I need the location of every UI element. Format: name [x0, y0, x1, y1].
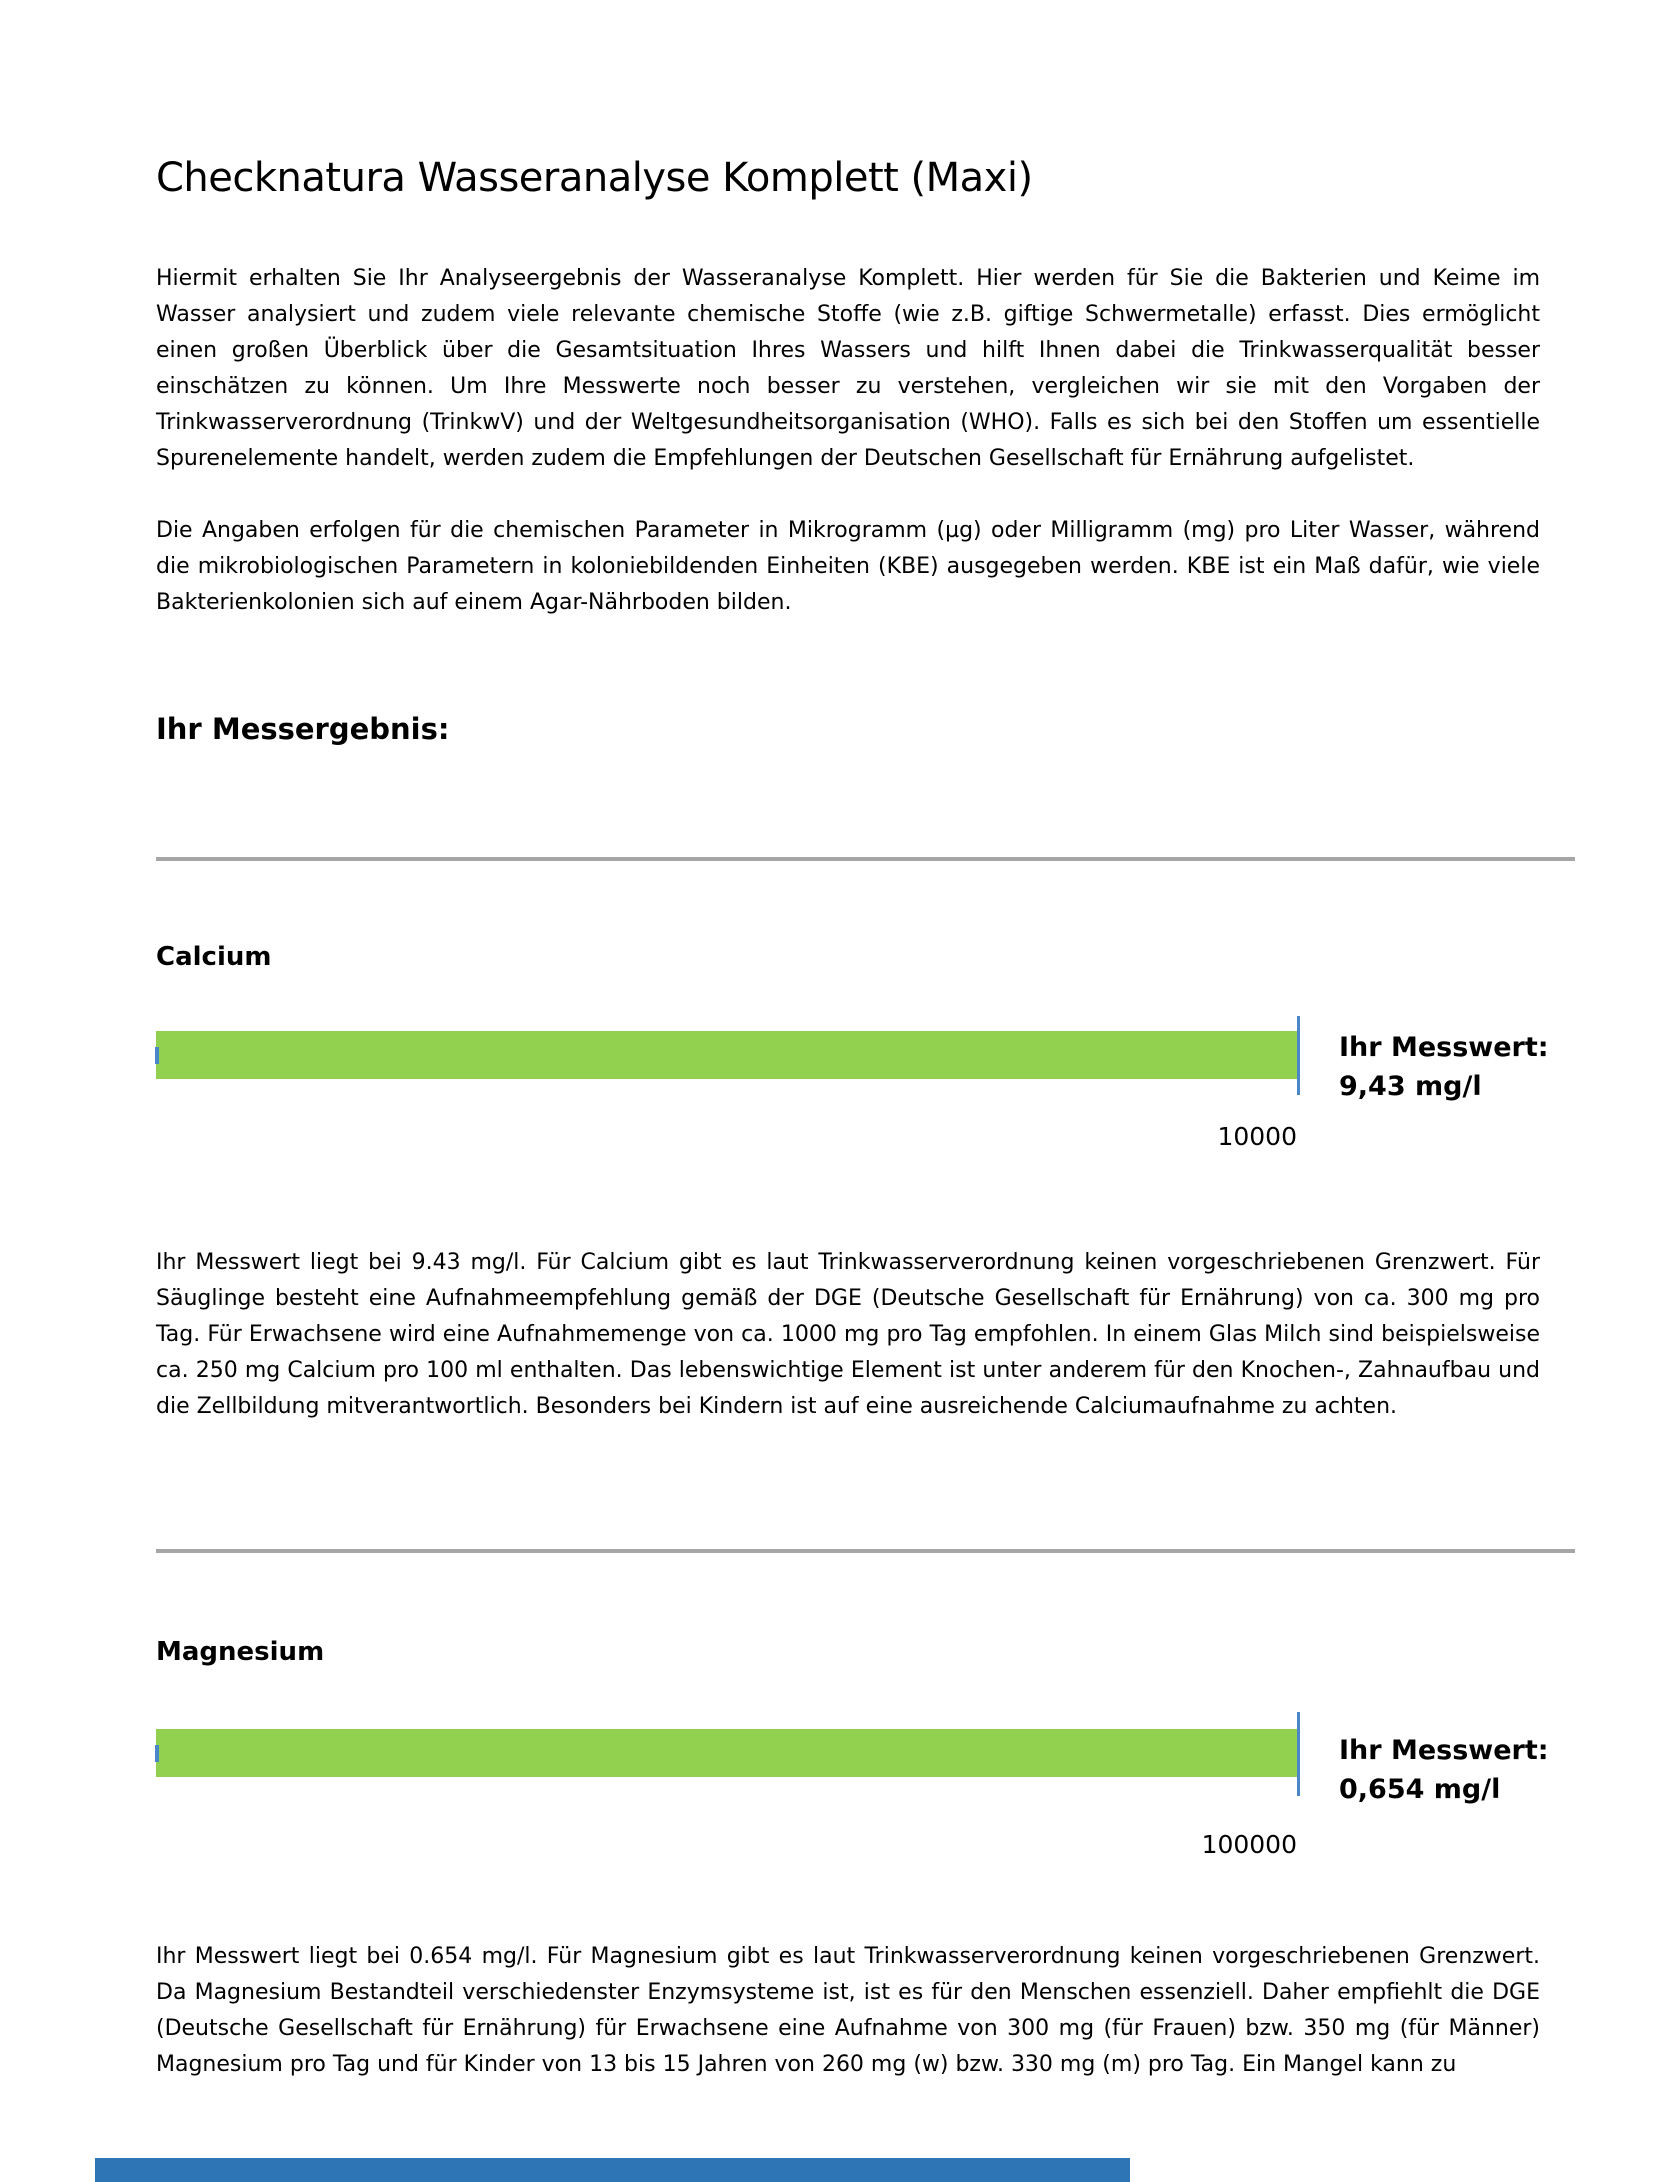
page-title: Checknatura Wasseranalyse Komplett (Maxi) [156, 155, 1033, 201]
intro-paragraph-2: Die Angaben erfolgen für die chemischen Parameter in Mikrogramm (µg) oder Milligramm (mg) pro Liter Wasser, während die mikrobiologischen Parametern in koloniebildenden Einheiten (KBE) ausgegeben werden. KBE ist ein Maß dafür, wie viele Bakterienkolonien sich auf einem Agar-Nährboden bilden. [156, 518, 1540, 615]
section-divider [156, 857, 1575, 861]
magnesium-measured-value-marker [155, 1745, 159, 1762]
calcium-axis-tick-label: 10000 [1217, 1122, 1297, 1151]
calcium-range-bar [156, 1031, 1297, 1079]
next-section-band [95, 2158, 1130, 2182]
measured-label-text: Ihr Messwert: [1339, 1032, 1549, 1063]
magnesium-measured-value-label [1339, 1731, 1549, 1809]
measured-label-text: Ihr Messwert: [1339, 1735, 1549, 1766]
parameter-heading-magnesium: Magnesium [156, 1637, 325, 1667]
section-divider [156, 1549, 1575, 1553]
calcium-measured-value-label [1339, 1028, 1549, 1106]
parameter-heading-calcium: Calcium [156, 942, 272, 972]
magnesium-axis-tick-label: 100000 [1201, 1830, 1297, 1859]
intro-paragraph-1: Hiermit erhalten Sie Ihr Analyseergebnis der Wasseranalyse Komplett. Hier werden für Sie die Bakterien und Keime im Wasser analysiert und zudem viele relevante chemische Stoffe (wie z.B. giftige Schwermetalle) erfasst. Dies ermöglicht einen großen Überblick über die Gesamtsituation Ihres Wassers und hilft Ihnen dabei die Trinkwasserqualität besser einschätzen zu können. Um Ihre Messwerte noch besser zu verstehen, vergleichen wir sie mit den Vorgaben der Trinkwasserverordnung (TrinkwV) und der Weltgesundheitsorganisation (WHO). Falls es sich bei den Stoffen um essentielle Spurenelemente handelt, werden zudem die Empfehlungen der Deutschen Gesellschaft für Ernährung aufgelistet. [156, 266, 1540, 471]
calcium-axis-tick-line [1297, 1016, 1300, 1095]
measured-value-text: 0,654 mg/l [1339, 1774, 1501, 1805]
magnesium-range-bar [156, 1729, 1297, 1777]
calcium-description: Ihr Messwert liegt bei 9.43 mg/l. Für Calcium gibt es laut Trinkwasserverordnung keinen vorgeschriebenen Grenzwert. Für Säuglinge besteht eine Aufnahmeempfehlung gemäß der DGE (Deutsche Gesellschaft für Ernährung) von ca. 300 mg pro Tag. Für Erwachsene wird eine Aufnahmemenge von ca. 1000 mg pro Tag empfohlen. In einem Glas Milch sind beispielsweise ca. 250 mg Calcium pro 100 ml enthalten. Das lebenswichtige Element ist unter anderem für den Knochen-, Zahnaufbau und die Zellbildung mitverantwortlich. Besonders bei Kindern ist auf eine ausreichende Calciumaufnahme zu achten. [156, 1250, 1540, 1419]
measured-value-text: 9,43 mg/l [1339, 1071, 1482, 1102]
magnesium-description: Ihr Messwert liegt bei 0.654 mg/l. Für Magnesium gibt es laut Trinkwasserverordnung keinen vorgeschriebenen Grenzwert. Da Magnesium Bestandteil verschiedenster Enzymsysteme ist, ist es für den Menschen essenziell. Daher empfiehlt die DGE (Deutsche Gesellschaft für Ernährung) für Erwachsene eine Aufnahme von 300 mg (für Frauen) bzw. 350 mg (für Männer) Magnesium pro Tag und für Kinder von 13 bis 15 Jahren von 260 mg (w) bzw. 330 mg (m) pro Tag. Ein Mangel kann zu [156, 1944, 1540, 2077]
magnesium-axis-tick-line [1297, 1712, 1300, 1796]
results-heading: Ihr Messergebnis: [156, 712, 450, 746]
calcium-measured-value-marker [155, 1047, 159, 1064]
